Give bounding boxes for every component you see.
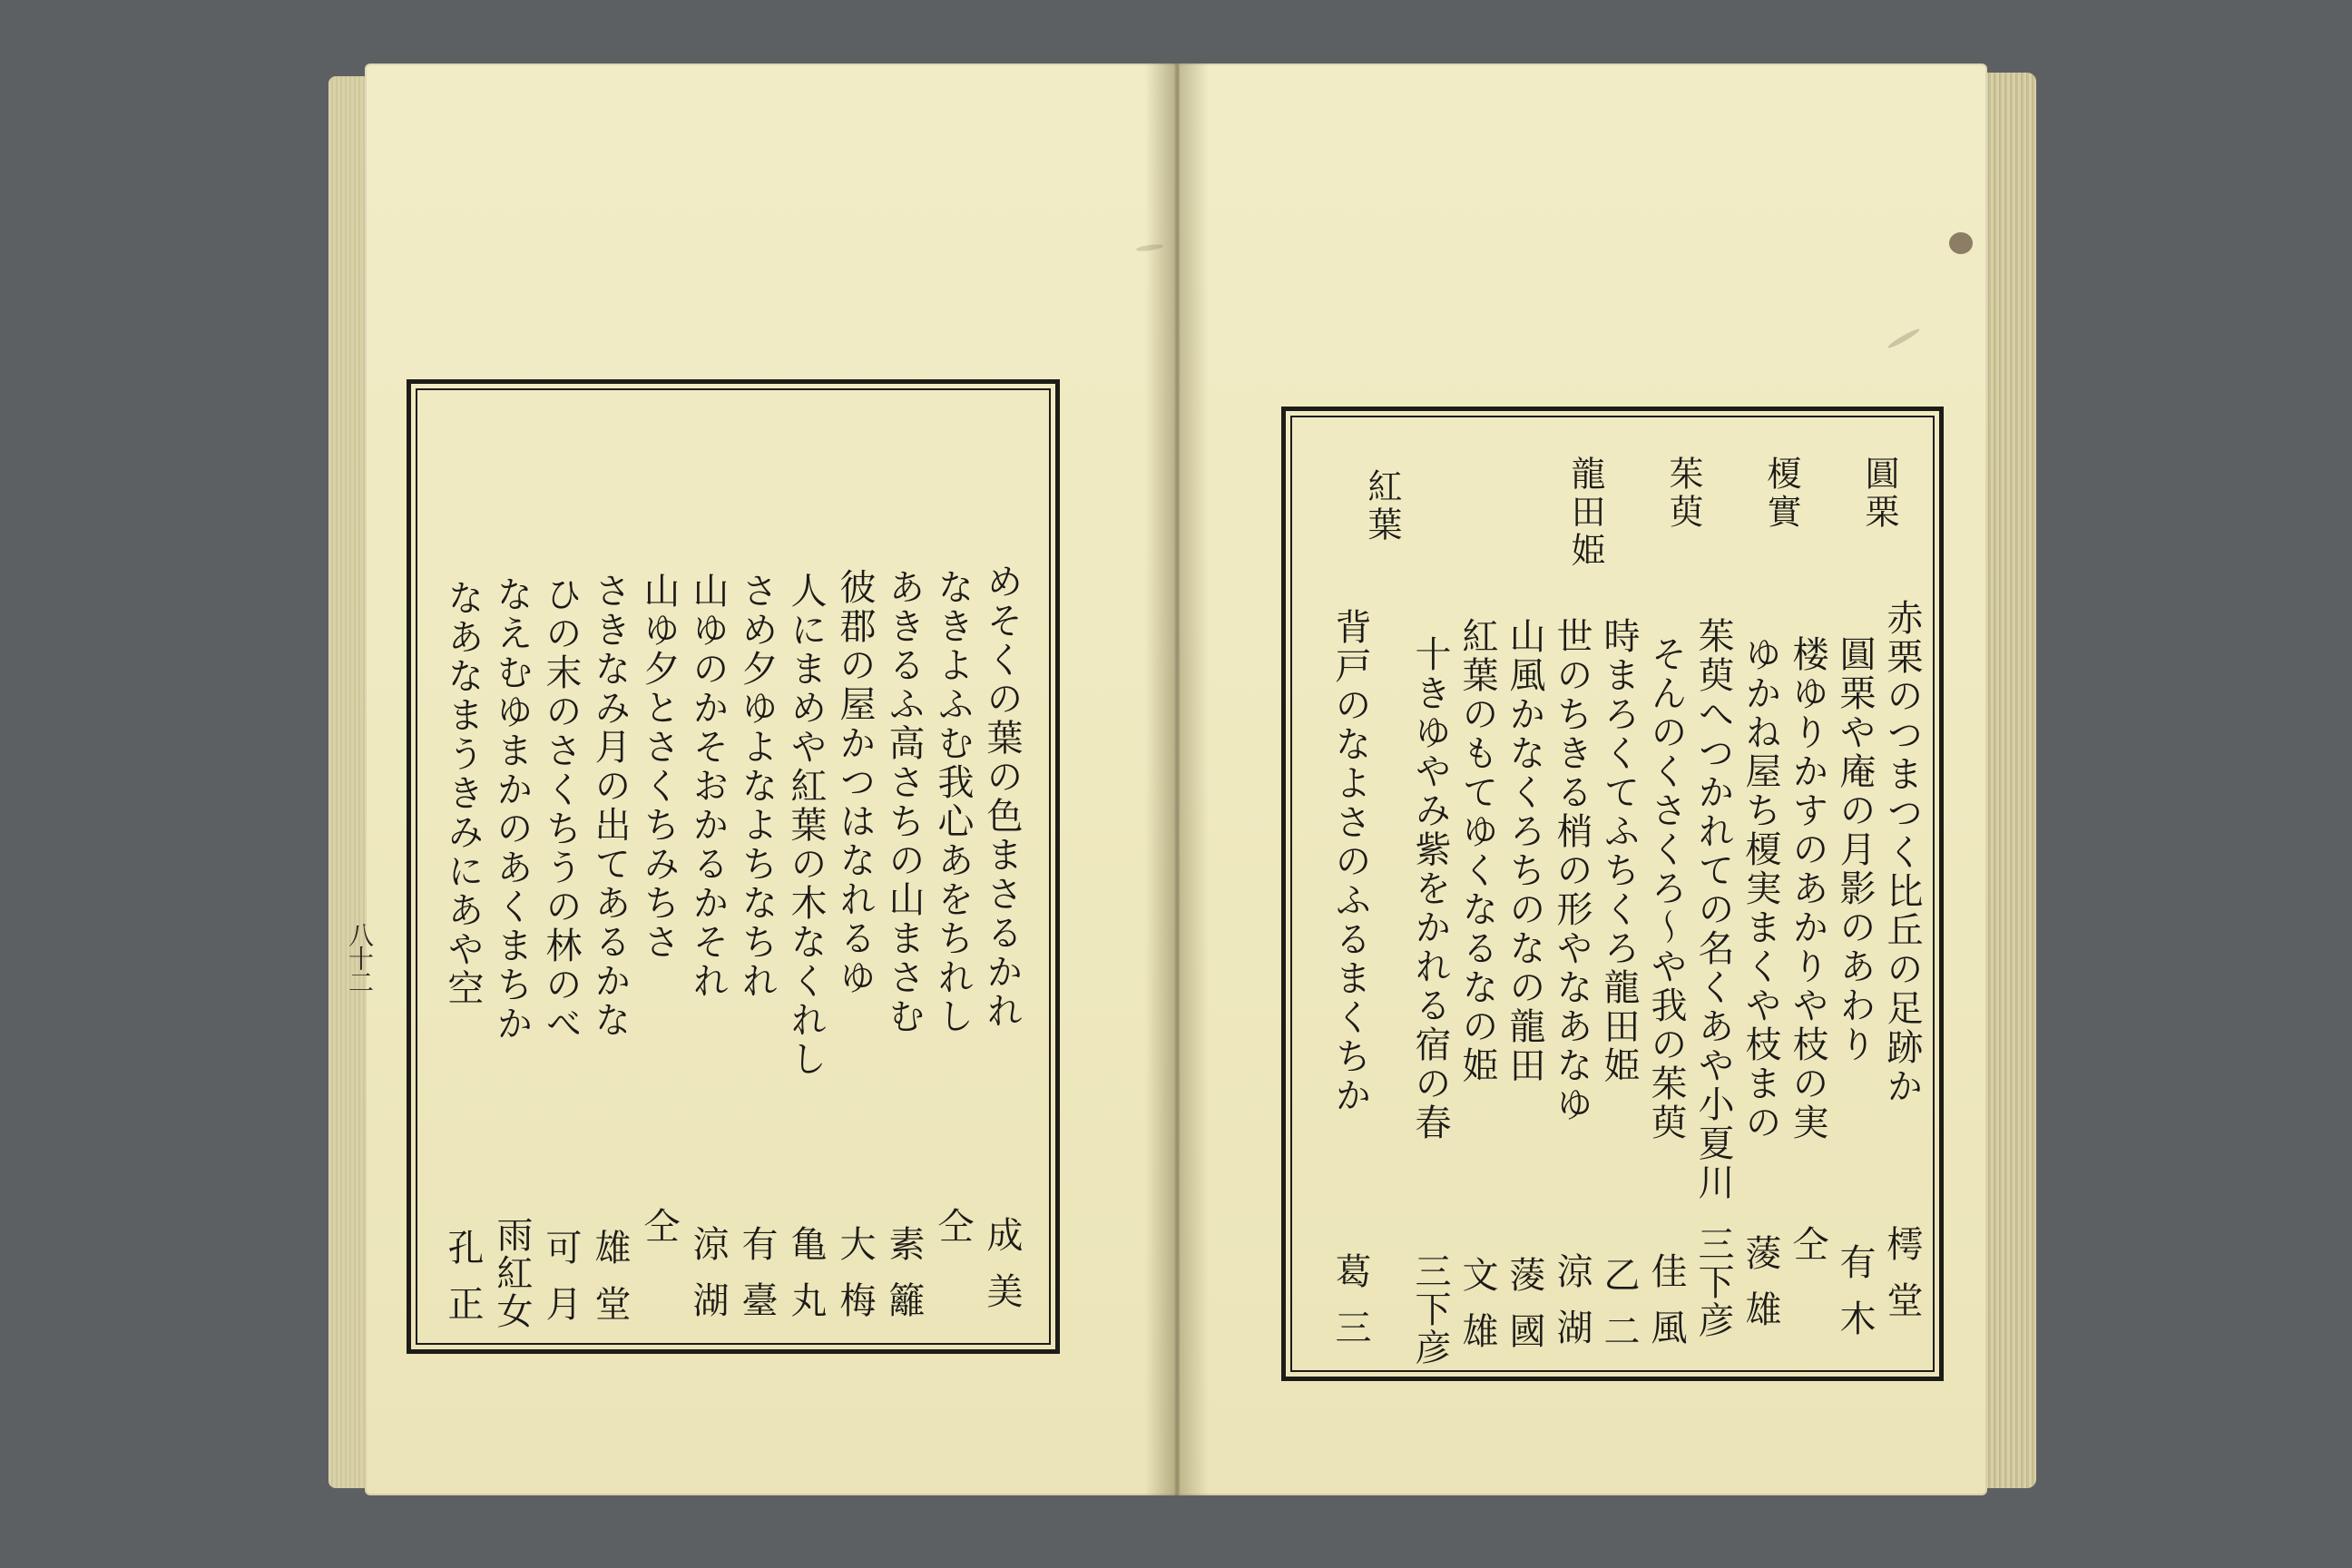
verse-column: さめ夕ゆよなよちなちれ <box>736 572 778 1001</box>
verse-column: 世のちきる梢の形やなあなゆ <box>1551 617 1592 1124</box>
verse-column: 人にまめや紅葉の木なくれし <box>785 572 827 1079</box>
season-heading: 圓栗 <box>1859 456 1899 532</box>
verse-column: めそくの葉の色まさるかれ <box>981 563 1023 1031</box>
author-name: 大梅 <box>834 1225 876 1338</box>
season-heading: 榎實 <box>1761 456 1801 532</box>
author-name: 蔆國 <box>1504 1256 1545 1368</box>
author-name: 亀丸 <box>785 1225 827 1338</box>
verse-column: 山風かなくろちのなの龍田 <box>1504 617 1545 1085</box>
author-name: 三下彦 <box>1409 1252 1451 1367</box>
verse-column: ゆかね屋ち榎実まくや枝まの <box>1740 635 1781 1142</box>
author-name: 佳風 <box>1645 1252 1687 1365</box>
season-heading: 茱萸 <box>1663 456 1703 532</box>
verse-column: 十きゆやみ紫をかれる宿の春 <box>1409 635 1451 1142</box>
verse-column: そんのくさくろ〜や我の茱萸 <box>1645 635 1687 1142</box>
verse-column: 彼郡の屋かつはなれるゆ <box>834 568 876 997</box>
author-name: 三下彦 <box>1692 1225 1734 1339</box>
paper-spot <box>1949 232 1973 254</box>
author-name: 涼湖 <box>687 1225 729 1338</box>
verse-column: 赤栗のつまつく比丘の足跡か <box>1881 599 1923 1106</box>
author-name: 仝 <box>932 1207 974 1263</box>
author-name: 孔正 <box>442 1229 484 1341</box>
author-name: 可月 <box>540 1229 582 1341</box>
author-name: 涼湖 <box>1551 1252 1592 1365</box>
verse-column: なえむゆまかのあくまちか <box>491 575 533 1044</box>
author-name: 樗堂 <box>1881 1225 1923 1338</box>
book-gutter <box>1145 64 1209 1495</box>
author-name: 有臺 <box>736 1225 778 1338</box>
author-name: 雄堂 <box>589 1229 631 1341</box>
season-heading: 龍田姫 <box>1565 456 1605 570</box>
author-name: 仝 <box>638 1207 680 1263</box>
author-name: 文雄 <box>1456 1256 1498 1368</box>
paper-mark <box>1886 327 1921 349</box>
verse-column: 時まろくてふちくろ龍田姫 <box>1598 617 1640 1085</box>
verse-column: 山ゆ夕とさくちみちさ <box>638 572 680 962</box>
verse-column: あきるふ高さちの山まさむ <box>883 568 925 1036</box>
author-name: 蔆雄 <box>1740 1234 1781 1347</box>
verse-column: なきよふむ我心あをちれし <box>932 568 974 1036</box>
season-heading: 紅葉 <box>1362 468 1402 544</box>
author-name: 有木 <box>1834 1243 1876 1356</box>
verse-column: 茱萸へつかれての名くあや小夏川 <box>1692 617 1734 1202</box>
verse-column: なあなまうきみにあや空 <box>442 579 484 1008</box>
author-name: 乙二 <box>1598 1256 1640 1368</box>
verse-column: 山ゆのかそおかるかそれ <box>687 572 729 1001</box>
verse-column: 背戸のなよさのふるまくちか <box>1329 608 1371 1115</box>
author-name: 素籬 <box>883 1225 925 1338</box>
author-name: 仝 <box>1787 1225 1828 1281</box>
folio-number: 八十二 <box>345 922 375 993</box>
verse-column: 紅葉のもてゆくなるなの姫 <box>1456 617 1498 1085</box>
author-name: 成美 <box>981 1216 1023 1328</box>
verse-column: さきなみ月の出てあるかな <box>589 572 631 1040</box>
verse-column: ひの末のさくちうの林のべ <box>540 575 582 1044</box>
verse-column: 圓栗や庵の月影のあわり <box>1834 635 1876 1064</box>
author-name: 葛三 <box>1329 1252 1371 1365</box>
author-name: 雨紅女 <box>491 1216 533 1330</box>
verse-column: 楼ゆりかすのあかりや枝の実 <box>1787 635 1828 1142</box>
